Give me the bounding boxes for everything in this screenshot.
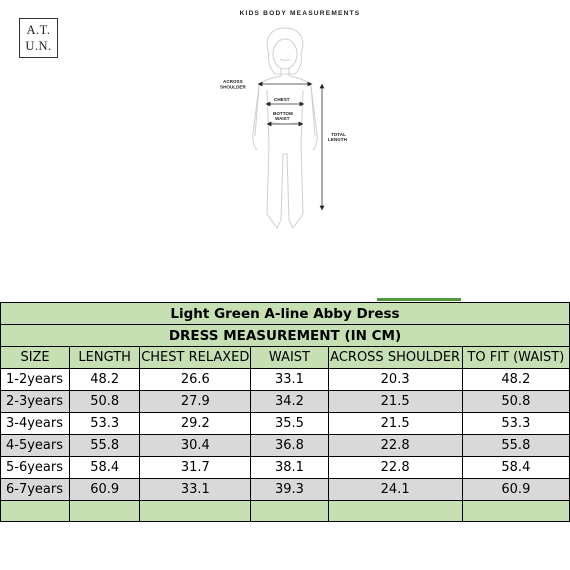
cell-to-fit: 55.8 bbox=[462, 435, 569, 457]
cell-to-fit: 60.9 bbox=[462, 479, 569, 501]
table-row bbox=[1, 391, 570, 413]
cell-waist: 39.3 bbox=[251, 479, 328, 501]
cell-size: 4-5years bbox=[1, 435, 70, 457]
cell-length: 58.4 bbox=[70, 457, 140, 479]
cell-chest: 33.1 bbox=[140, 479, 251, 501]
cell-shoulder: 22.8 bbox=[328, 435, 462, 457]
cell-chest: 31.7 bbox=[140, 457, 251, 479]
bottom-waist-label-2: WAIST bbox=[275, 116, 290, 121]
header-length: LENGTH bbox=[70, 347, 140, 369]
table-row bbox=[1, 457, 570, 479]
total-length-label-1: TOTAL bbox=[331, 132, 346, 137]
cell-shoulder: 24.1 bbox=[328, 479, 462, 501]
cell-waist: 38.1 bbox=[251, 457, 328, 479]
cell-to-fit: 53.3 bbox=[462, 413, 569, 435]
cell-length: 55.8 bbox=[70, 435, 140, 457]
cell-chest: 30.4 bbox=[140, 435, 251, 457]
table-row bbox=[1, 413, 570, 435]
cell-waist: 35.5 bbox=[251, 413, 328, 435]
cell-shoulder: 21.5 bbox=[328, 413, 462, 435]
header-across-shoulder: ACROSS SHOULDER bbox=[328, 347, 462, 369]
table-header-row bbox=[1, 347, 570, 369]
bottom-waist-label-1: BOTTOM bbox=[273, 111, 293, 116]
chest-label: CHEST bbox=[274, 97, 290, 102]
total-length-label-2: LENGTH bbox=[328, 137, 347, 142]
cell-to-fit: 48.2 bbox=[462, 369, 569, 391]
table-row bbox=[1, 479, 570, 501]
cell-chest: 26.6 bbox=[140, 369, 251, 391]
brand-logo bbox=[19, 18, 58, 58]
header-chest-relaxed: CHEST RELAXED bbox=[140, 347, 251, 369]
cell-to-fit: 58.4 bbox=[462, 457, 569, 479]
cell-waist: 36.8 bbox=[251, 435, 328, 457]
cell-length: 48.2 bbox=[70, 369, 140, 391]
cell-size: 2-3years bbox=[1, 391, 70, 413]
cell-length: 60.9 bbox=[70, 479, 140, 501]
cell-size: 3-4years bbox=[1, 413, 70, 435]
cell-to-fit: 50.8 bbox=[462, 391, 569, 413]
cell-shoulder: 22.8 bbox=[328, 457, 462, 479]
table-row bbox=[1, 369, 570, 391]
across-shoulder-label-2: SHOULDER bbox=[220, 84, 246, 90]
kid-body-figure bbox=[215, 24, 365, 244]
table-title: Light Green A-line Abby Dress bbox=[1, 303, 570, 325]
table-footer-row bbox=[1, 501, 570, 522]
header-to-fit-waist: TO FIT (WAIST) bbox=[462, 347, 569, 369]
cell-waist: 33.1 bbox=[251, 369, 328, 391]
cell-chest: 29.2 bbox=[140, 413, 251, 435]
logo-line-1: A.T. bbox=[26, 23, 51, 37]
across-shoulder-label-1: ACROSS bbox=[223, 79, 243, 84]
header-waist: WAIST bbox=[251, 347, 328, 369]
cell-size: 5-6years bbox=[1, 457, 70, 479]
header-size: SIZE bbox=[1, 347, 70, 369]
figure-outline bbox=[253, 28, 317, 228]
cell-length: 53.3 bbox=[70, 413, 140, 435]
cell-shoulder: 21.5 bbox=[328, 391, 462, 413]
cell-shoulder: 20.3 bbox=[328, 369, 462, 391]
size-chart-table bbox=[0, 302, 570, 522]
cell-waist: 34.2 bbox=[251, 391, 328, 413]
logo-line-2: U.N. bbox=[25, 39, 52, 53]
cell-size: 6-7years bbox=[1, 479, 70, 501]
cell-chest: 27.9 bbox=[140, 391, 251, 413]
cell-size: 1-2years bbox=[1, 369, 70, 391]
header-accent-bar bbox=[377, 298, 461, 301]
diagram-title: KIDS BODY MEASUREMENTS bbox=[239, 10, 361, 17]
table-row bbox=[1, 435, 570, 457]
cell-length: 50.8 bbox=[70, 391, 140, 413]
table-subtitle: DRESS MEASUREMENT (IN CM) bbox=[1, 325, 570, 347]
